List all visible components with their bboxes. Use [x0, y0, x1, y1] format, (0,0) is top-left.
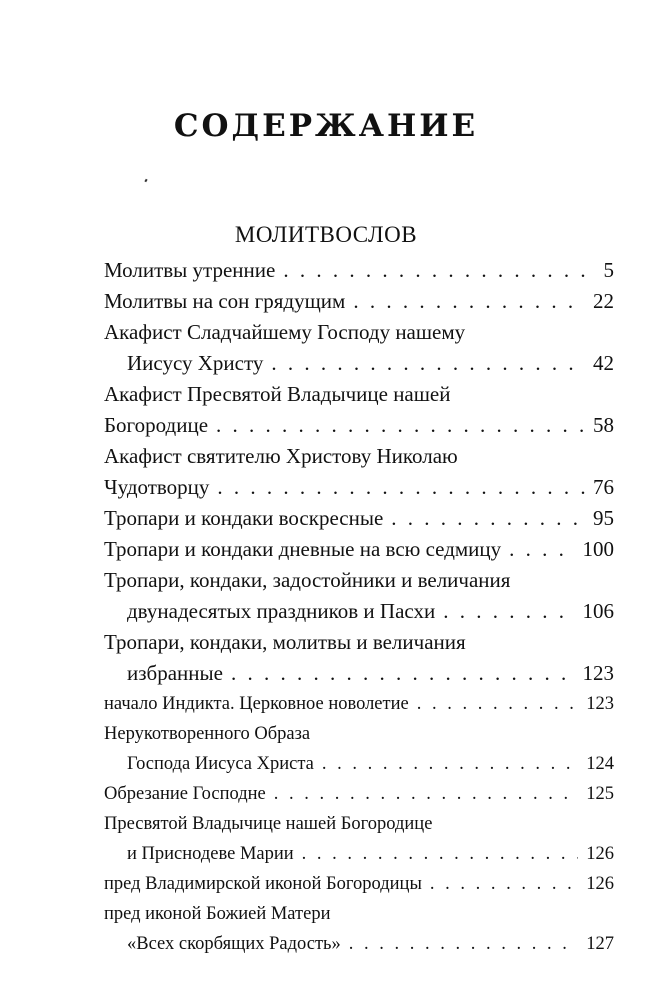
- toc-entry-text: Богородице: [104, 413, 209, 437]
- toc-entry-page: 126: [586, 874, 614, 894]
- toc-entry: [104, 286, 614, 317]
- toc-entry: [104, 472, 614, 503]
- toc-entry: [104, 809, 614, 839]
- toc-entry-text: Пресвятой Владычице нашей Богородице: [104, 814, 433, 834]
- toc-leader-dots: [430, 869, 578, 899]
- toc-leader-dots: [231, 658, 575, 689]
- toc-entry: [104, 534, 614, 565]
- toc-entry-text: начало Индикта. Церковное новолетие: [104, 694, 409, 714]
- toc-entry-page: 100: [582, 537, 614, 561]
- toc-entry: [104, 658, 614, 689]
- toc-leader-dots: [417, 689, 579, 719]
- toc-entry-text: пред иконой Божией Матери: [104, 904, 331, 924]
- toc-entry: [104, 596, 614, 627]
- toc-entry-text: Акафист святителю Христову Николаю: [104, 444, 458, 468]
- toc-leader-dots: [391, 503, 585, 534]
- toc-leader-dots: [216, 410, 585, 441]
- toc-entry-page: 5: [603, 258, 614, 282]
- toc-entry-text: Тропари, кондаки, задостойники и величания: [104, 568, 511, 592]
- toc-entry-text: Тропари и кондаки воскресные: [104, 506, 384, 530]
- section-title: МОЛИТВОСЛОВ: [234, 222, 418, 247]
- toc-entry: [104, 719, 614, 749]
- toc-entry: [104, 410, 614, 441]
- toc-entry-text: двунадесятых праздников и Пасхи: [127, 599, 436, 623]
- toc-entry-text: Молитвы на сон грядущим: [104, 289, 346, 313]
- toc-entry-text: Иисусу Христу: [127, 351, 264, 375]
- toc-entry-text: Нерукотворенного Образа: [104, 724, 311, 744]
- toc-entry: [104, 779, 614, 809]
- toc-entry-page: 127: [586, 934, 614, 954]
- toc-entry: [104, 749, 614, 779]
- table-of-contents: [104, 255, 614, 959]
- toc-entry-text: и Приснодеве Марии: [127, 844, 294, 864]
- toc-entry: [104, 627, 614, 658]
- page-title: СОДЕРЖАНИЕ: [173, 108, 479, 144]
- toc-entry: [104, 565, 614, 596]
- toc-entry: [104, 869, 614, 899]
- toc-entry: [104, 689, 614, 719]
- toc-entry-text: пред Владимирской иконой Богородицы: [104, 874, 422, 894]
- toc-leader-dots: [283, 255, 595, 286]
- toc-entry: [104, 503, 614, 534]
- toc-leader-dots: [322, 749, 578, 779]
- toc-entry: [104, 899, 614, 929]
- toc-entry-page: 95: [593, 506, 614, 530]
- toc-entry-text: Тропари, кондаки, молитвы и величания: [104, 630, 466, 654]
- toc-leader-dots: [349, 929, 579, 959]
- toc-entry-text: Молитвы утренние: [104, 258, 276, 282]
- toc-entry-text: Обрезание Господне: [104, 784, 266, 804]
- toc-entry-text: Господа Иисуса Христа: [127, 754, 314, 774]
- toc-entry-text: Тропари и кондаки дневные на всю седмицу: [104, 537, 502, 561]
- toc-entry-page: 22: [593, 289, 614, 313]
- toc-entry: [104, 317, 614, 348]
- print-speck: [144, 179, 147, 183]
- toc-entry-text: Акафист Сладчайшему Господу нашему: [104, 320, 466, 344]
- toc-entry: [104, 839, 614, 869]
- toc-entry-page: 42: [593, 351, 614, 375]
- toc-leader-dots: [443, 596, 574, 627]
- toc-leader-dots: [217, 472, 585, 503]
- toc-entry: [104, 379, 614, 410]
- toc-leader-dots: [271, 348, 585, 379]
- toc-entry-text: Акафист Пресвятой Владычице нашей: [104, 382, 451, 406]
- toc-leader-dots: [353, 286, 585, 317]
- toc-entry-page: 58: [593, 413, 614, 437]
- toc-entry-text: Чудотворцу: [104, 475, 210, 499]
- toc-entry-page: 124: [586, 754, 614, 774]
- toc-leader-dots: [302, 839, 579, 869]
- toc-entry: [104, 441, 614, 472]
- toc-entry-page: 125: [586, 784, 614, 804]
- toc-entry-page: 123: [582, 661, 614, 685]
- toc-entry-page: 106: [582, 599, 614, 623]
- toc-entry-text: избранные: [127, 661, 223, 685]
- toc-leader-dots: [274, 779, 579, 809]
- toc-entry: [104, 348, 614, 379]
- toc-entry-page: 126: [586, 844, 614, 864]
- toc-entry: [104, 929, 614, 959]
- toc-entry: [104, 255, 614, 286]
- toc-entry-text: «Всех скорбящих Радость»: [127, 934, 341, 954]
- toc-entry-page: 123: [586, 694, 614, 714]
- toc-leader-dots: [509, 534, 574, 565]
- toc-entry-page: 76: [593, 475, 614, 499]
